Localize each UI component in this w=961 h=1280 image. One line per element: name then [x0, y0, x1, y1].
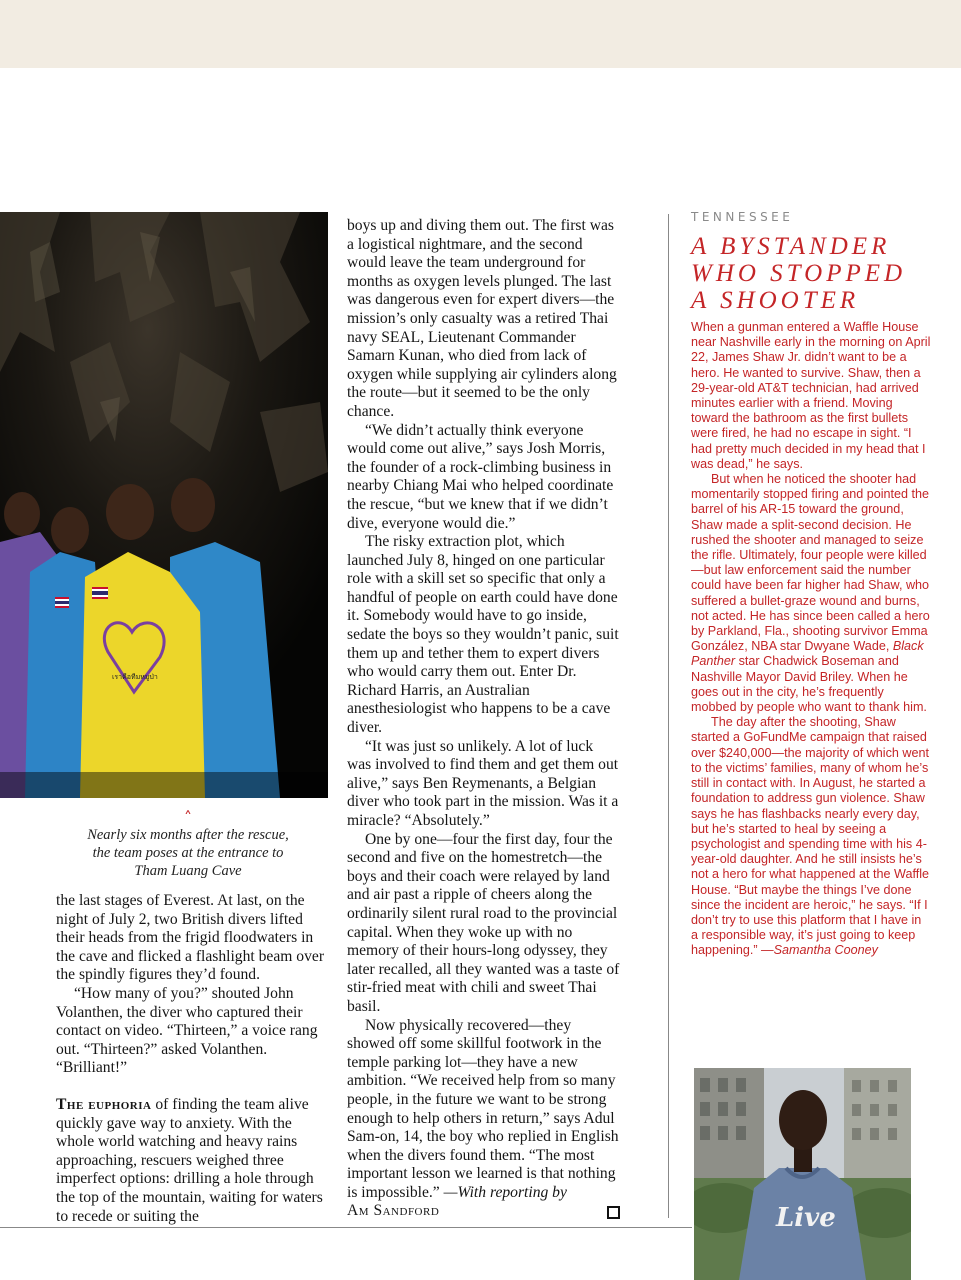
section-lead: The euphoria [56, 1095, 152, 1113]
article-paragraph [347, 1017, 620, 1203]
article-paragraph: “How many of you?” shouted John Volanthen, the diver who captured their contact on video. “Thirteen,” a voice rang out. “Thirteen?” asked Volanthen. “Brilliant!” [56, 984, 318, 1077]
hoodie-text: Live [776, 1203, 836, 1233]
reporting-credit: —With reporting by [439, 1183, 567, 1201]
team-photo [0, 212, 328, 798]
article-paragraph: The risky extraction plot, which launched July 8, hinged on one particular role with a skill set so specific that only a handful of people on earth could have done it. Somebody would have to go inside, sedate the boys so they wouldn’t panic, suit them up and tether them to expert divers who would carry them out. Enter Dr. Richard Harris, an Australian anesthesiologist who happens to be a cave diver. [347, 533, 619, 737]
caption-line: Tham Luang Cave [134, 863, 242, 879]
photo-caption [60, 808, 316, 880]
paragraph-text: star Chadwick Boseman and Nashville Mayor David Briley. When he goes out in the city, he’s frequently mobbed by people who want to thank him. [691, 654, 927, 715]
caret-up-icon: ˄ [184, 808, 192, 827]
sidebar-title [691, 233, 931, 314]
sidebar-paragraph [691, 472, 931, 715]
article-paragraph: “We didn’t actually think everyone would come out alive,” says Josh Morris, the founder of a rock-climbing business in nearby Chiang Mai who helped coordinate the rescue, “but we knew that if we didn’t dive, everyone would die.” [347, 421, 614, 532]
article-paragraph: the last stages of Everest. At last, on the night of July 2, two British divers lifted their heads from the frigid floodwaters in the cave and flicked a flashlight beam over the spindly figures they’d found. [56, 892, 325, 984]
caption-line: the team poses at the entrance to [92, 845, 284, 861]
paragraph-text: of finding the team alive quickly gave way to anxiety. With the whole world watching and heavy rains approaching, rescuers weighed three imperfect options: drilling a hole through the top of the mountain, waiting for waters to recede or suiting the [56, 1095, 323, 1225]
sidebar-kicker: TENNESSEE [691, 210, 794, 224]
sidebar-paragraph: When a gunman entered a Waffle House near Nashville early in the morning on April 22, James Shaw Jr. didn’t want to be a hero. He wanted to survive. Shaw, then a 29-year-old AT&T technician, had arrived minutes earlier with a friend. Moving toward the bathroom as the first bullets were fired, he had no escape in sight. “I had pretty much decided in my head that I was dead,” he says. [691, 320, 931, 471]
title-line: A BYSTANDER [691, 233, 891, 260]
paragraph-text: The day after the shooting, Shaw started a GoFundMe campaign that raised over $240,000—the majority of which went to the victims’ families, many of whom he’s still in contact with. In August, he started a foundation to address gun violence. Shaw says he has flashbacks nearly every day, but he’s started to heal by seeing a psychologist and spending time with his 4-year-old daughter. And he still insists he’s not a hero for what happened at the Waffle House. “But maybe the things I’ve done since the incident are heroic,” he says. “If I don’t try to use this platform that I have in a responsible way, it’s just going to keep happening.” [691, 715, 930, 958]
sidebar [691, 210, 931, 959]
paragraph-text: But when he noticed the shooter had momentarily stopped firing and pointed the barrel of his AR-15 toward the ground, Shaw made a split-second decision. He rushed the shooter and managed to seize the rifle. Ultimately, four people were killed—but law enforcement said the number could have been far higher had Shaw, who suffered a bullet-graze wound and burns, not acted. He has since been called a hero by Parkland, Fla., shooting survivor Emma González, NBA star Dwyane Wade, [691, 472, 930, 654]
title-line: WHO STOPPED [691, 260, 907, 287]
article-column-2 [347, 217, 620, 1221]
film-title: Black Panther [691, 639, 924, 669]
byline-name: Am Sandford [347, 1202, 440, 1220]
caption-line: Nearly six months after the rescue, [87, 827, 289, 843]
article-paragraph: “It was just so unlikely. A lot of luck was involved to find them and get them out alive,” says Ben Reymenants, a Belgian diver who took part in the mission. Was it a miracle? “Absolutely.” [347, 737, 619, 829]
sidebar-body [691, 320, 931, 959]
byline [347, 1202, 620, 1221]
column-divider [668, 214, 669, 1218]
article-paragraph: boys up and diving them out. The first was a logistical nightmare, and the second would leave the team underground for months as oxygen levels plunged. The last was dangerous even for expert divers—the mission’s only casualty was a retired Thai navy SEAL, Lieutenant Commander Samarn Kunan, who died from lack of oxygen while supplying air cylinders along the route—but it seemed to be the only chance. [347, 217, 617, 420]
article-paragraph: One by one—four the first day, four the second and five on the homestretch—the boys and their coach were relayed by land and air past a ripple of cheers along the ordinarily silent rural road to the provincial capital. When they woke up with no memory of their hours-long odyssey, they later recalled, all they wanted was a taste of stir-fried meat with chili and sweet Thai basil. [347, 830, 620, 1015]
article-column-1 [56, 892, 326, 1226]
title-line: A SHOOTER [691, 287, 860, 314]
bottom-rule [0, 1227, 692, 1228]
top-color-band [0, 0, 961, 68]
shirt-text: เราคือทีมหมูป่า [112, 673, 158, 681]
paragraph-text: Now physically recovered—they showed off some skillful footwork in the temple parking lot—they have a new ambition. “We received help from so many people, in the future we want to be strong enough to help others in return,” says Adul Sam-on, 14, the boy who replied in English when the divers found them. “The most important lesson we learned is that nothing is impossible.” [347, 1016, 619, 1201]
article-paragraph [56, 1096, 326, 1226]
author-credit: —Samantha Cooney [761, 943, 878, 958]
end-mark-icon [607, 1206, 620, 1219]
shaw-photo [694, 1068, 911, 1280]
sidebar-paragraph [691, 715, 931, 958]
